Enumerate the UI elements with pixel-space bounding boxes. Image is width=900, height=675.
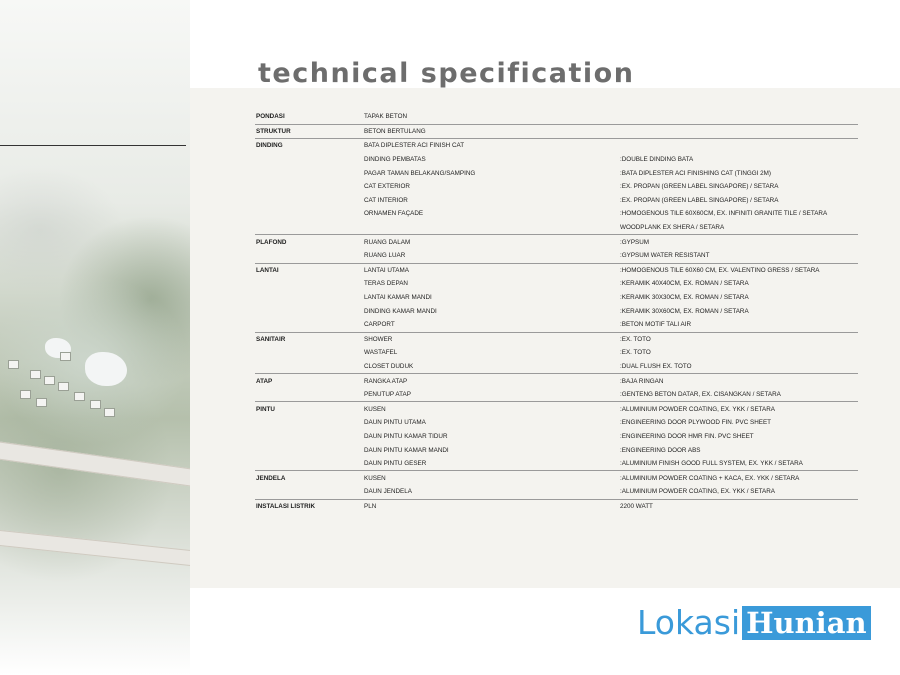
spec-row (255, 207, 858, 221)
spec-row (255, 499, 858, 513)
spec-value: :KERAMIK 40X40CM, EX. ROMAN / SETARA (620, 280, 749, 288)
spec-value: :BAJA RINGAN (619, 374, 858, 388)
spec-category (255, 194, 363, 208)
spec-item: DINDING KAMAR MANDI (364, 307, 437, 315)
spec-item: LANTAI KAMAR MANDI (364, 294, 432, 302)
spec-category (255, 180, 363, 194)
spec-row (255, 153, 858, 167)
spec-value: :EX. PROPAN (GREEN LABEL SINGAPORE) / SETARA (620, 196, 779, 204)
spec-row (255, 194, 858, 208)
spec-category (255, 318, 363, 332)
spec-row (255, 263, 858, 277)
spec-item: PLN (363, 499, 619, 513)
spec-category (255, 485, 363, 499)
spec-table (255, 110, 858, 513)
spec-row (255, 124, 858, 139)
spec-row (255, 485, 858, 499)
spec-value (619, 110, 858, 124)
spec-row (255, 110, 858, 124)
spec-category: SANITAIR (255, 332, 363, 346)
spec-category (255, 457, 363, 471)
spec-item: DAUN JENDELA (364, 488, 412, 496)
spec-item: ORNAMEN FAÇADE (364, 210, 424, 218)
spec-item: BATA DIPLESTER ACI FINISH CAT (363, 139, 619, 153)
spec-item: DAUN PINTU KAMAR TIDUR (364, 432, 448, 440)
spec-item: CLOSET DUDUK (364, 362, 414, 370)
spec-category: PONDASI (256, 113, 285, 121)
spec-item: TERAS DEPAN (364, 280, 408, 288)
spec-row (255, 304, 858, 318)
spec-category: PLAFOND (255, 235, 363, 249)
spec-row (255, 443, 858, 457)
spec-value: :EX. TOTO (619, 332, 858, 346)
spec-item: WASTAFEL (364, 349, 398, 357)
spec-value (619, 124, 858, 139)
spec-item: DAUN PINTU GESER (364, 460, 427, 468)
spec-item: LANTAI UTAMA (363, 263, 619, 277)
spec-row (255, 471, 858, 485)
spec-category (255, 416, 363, 430)
aerial-site-plan-image (0, 0, 190, 675)
spec-row (255, 318, 858, 332)
spec-item: SHOWER (363, 332, 619, 346)
spec-row (255, 221, 858, 235)
spec-row (255, 457, 858, 471)
spec-value: :HOMOGENOUS TILE 60X60 CM, EX. VALENTINO GRESS / SETARA (619, 263, 858, 277)
spec-value: :ENGINEERING DOOR ABS (620, 446, 701, 454)
spec-row (255, 249, 858, 263)
spec-value: :KERAMIK 30X60CM, EX. ROMAN / SETARA (620, 307, 749, 315)
spec-value: :ALUMINIUM POWDER COATING, EX. YKK / SETARA (620, 488, 775, 496)
spec-category (255, 430, 363, 444)
spec-value: :ENGINEERING DOOR HMR FIN. PVC SHEET (620, 432, 754, 440)
spec-value: :BETON MOTIF TALI AIR (620, 321, 692, 329)
spec-category (255, 346, 363, 360)
spec-item: RUANG DALAM (363, 235, 619, 249)
spec-category: INSTALASI LISTRIK (255, 499, 363, 513)
spec-value: :GENTENG BETON DATAR, EX. CISANGKAN / SETARA (620, 391, 781, 399)
spec-value: :EX. PROPAN (GREEN LABEL SINGAPORE) / SETARA (620, 183, 779, 191)
spec-category (255, 207, 363, 221)
logo-text-lokasi: Lokasi (637, 603, 741, 642)
spec-category: PINTU (255, 402, 363, 416)
spec-category (255, 153, 363, 167)
spec-category (255, 277, 363, 291)
spec-row (255, 360, 858, 374)
spec-value: :GYPSUM (619, 235, 858, 249)
spec-category (255, 249, 363, 263)
spec-category: LANTAI (255, 263, 363, 277)
page-title: technical specification (258, 58, 635, 89)
spec-row (255, 139, 858, 153)
spec-value: :BATA DIPLESTER ACI FINISHING CAT (TINGGI 2M) (620, 169, 772, 177)
divider-line (0, 145, 186, 146)
spec-row (255, 388, 858, 402)
spec-item: RUANG LUAR (364, 252, 406, 260)
spec-category (255, 388, 363, 402)
spec-value: 2200 WATT (619, 499, 858, 513)
spec-item: DAUN PINTU KAMAR MANDI (364, 446, 449, 454)
spec-value (619, 139, 858, 153)
spec-item: DINDING PEMBATAS (364, 156, 426, 164)
spec-category (255, 443, 363, 457)
spec-row (255, 180, 858, 194)
spec-value: :KERAMIK 30X30CM, EX. ROMAN / SETARA (620, 294, 749, 302)
spec-row (255, 416, 858, 430)
spec-value: :HOMOGENOUS TILE 60X60CM, EX. INFINITI GRANITE TILE / SETARA (620, 210, 828, 218)
spec-value: :DOUBLE DINDING BATA (620, 156, 694, 164)
logo-text-hunian: Hunian (742, 606, 870, 640)
spec-value: :ENGINEERING DOOR PLYWOOD FIN. PVC SHEET (620, 419, 772, 427)
spec-item: CAT EXTERIOR (364, 183, 410, 191)
spec-item: PAGAR TAMAN BELAKANG/SAMPING (364, 169, 476, 177)
spec-row (255, 291, 858, 305)
spec-category: DINDING (255, 139, 363, 153)
spec-value: :EX. TOTO (620, 349, 651, 357)
spec-item: TAPAK BETON (364, 113, 408, 121)
spec-item: KUSEN (363, 402, 619, 416)
spec-row (255, 235, 858, 249)
spec-value: :ALUMINIUM POWDER COATING + KACA, EX. YKK / SETARA (619, 471, 858, 485)
spec-category (255, 166, 363, 180)
spec-row (255, 332, 858, 346)
spec-item: KUSEN (363, 471, 619, 485)
spec-value: :GYPSUM WATER RESISTANT (620, 252, 710, 260)
spec-row (255, 346, 858, 360)
spec-row (255, 430, 858, 444)
spec-value: :ALUMINIUM POWDER COATING, EX. YKK / SETARA (619, 402, 858, 416)
spec-category (255, 291, 363, 305)
spec-category: STRUKTUR (255, 124, 363, 139)
spec-row (255, 166, 858, 180)
spec-category (255, 304, 363, 318)
spec-item: PENUTUP ATAP (364, 391, 411, 399)
spec-category (255, 360, 363, 374)
spec-item: RANGKA ATAP (363, 374, 619, 388)
spec-item (363, 221, 619, 235)
spec-row (255, 277, 858, 291)
spec-item: BETON BERTULANG (363, 124, 619, 139)
spec-category: JENDELA (255, 471, 363, 485)
spec-item: CARPORT (364, 321, 395, 329)
spec-value: :ALUMINIUM FINISH GOOD FULL SYSTEM, EX. YKK / SETARA (620, 460, 803, 468)
spec-value: :DUAL FLUSH EX. TOTO (620, 362, 692, 370)
spec-row (255, 374, 858, 388)
spec-category (255, 221, 363, 235)
lokasihunian-logo (637, 603, 871, 642)
spec-item: DAUN PINTU UTAMA (364, 419, 426, 427)
spec-category: ATAP (255, 374, 363, 388)
spec-item: CAT INTERIOR (364, 196, 408, 204)
spec-value: WOODPLANK EX SHERA / SETARA (620, 224, 725, 232)
spec-row (255, 402, 858, 416)
